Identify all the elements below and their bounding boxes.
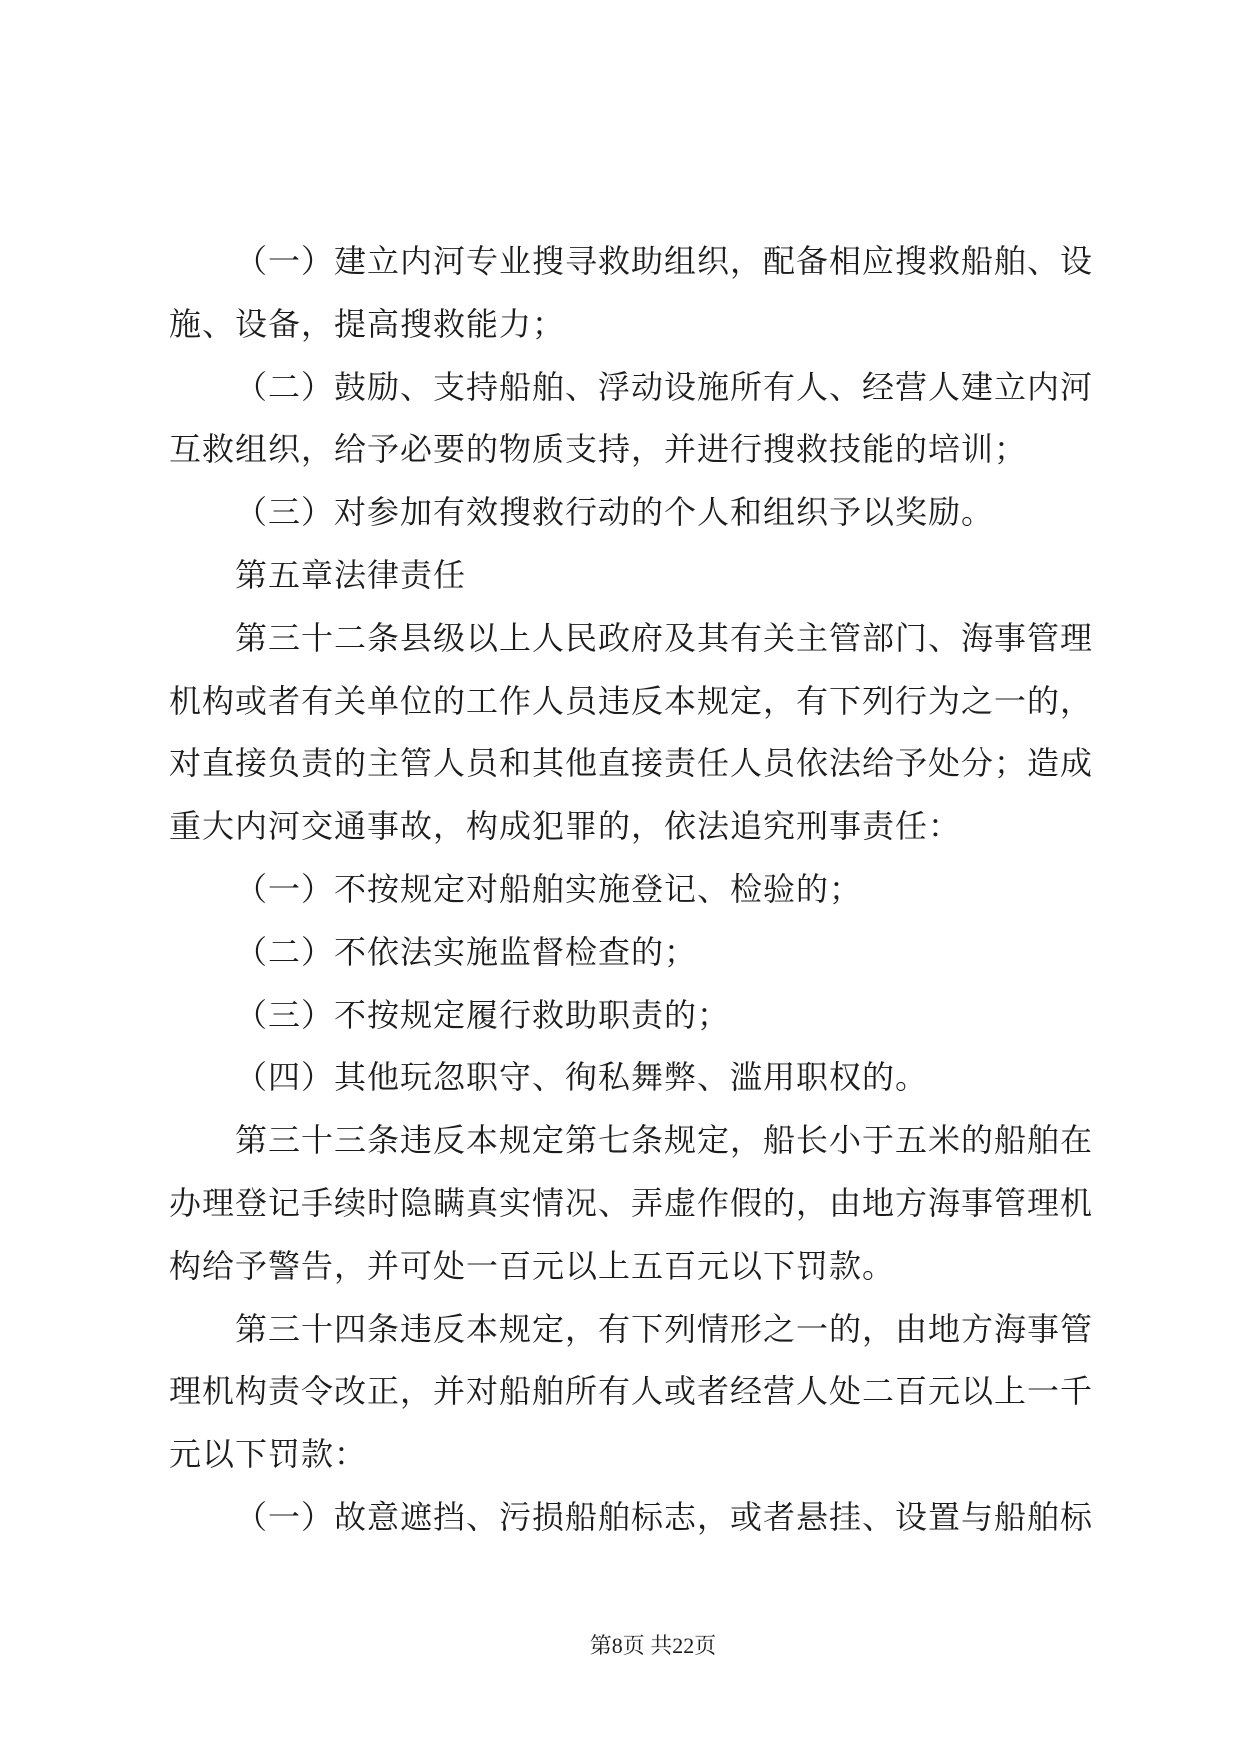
text-line: 理机构责令改正，并对船舶所有人或者经营人处二百元以上一千: [169, 1372, 1094, 1411]
text-line: （二）鼓励、支持船舶、浮动设施所有人、经营人建立内河: [235, 367, 1094, 406]
text-line: （三）不按规定履行救助职责的；: [235, 995, 731, 1034]
text-line: 互救组织，给予必要的物质支持，并进行搜救技能的培训；: [169, 430, 1028, 469]
text-line: （一）建立内河专业搜寻救助组织，配备相应搜救船舶、设: [235, 242, 1094, 280]
text-line: 第三十二条县级以上人民政府及其有关主管部门、海事管理: [235, 618, 1094, 657]
text-line: 第三十三条违反本规定第七条规定，船长小于五米的船舶在: [235, 1121, 1094, 1160]
document-body: [169, 230, 1109, 1549]
text-line: 第三十四条违反本规定，有下列情形之一的，由地方海事管: [235, 1309, 1094, 1348]
text-line: （一）不按规定对船舶实施登记、检验的；: [235, 869, 863, 908]
text-line: （二）不依法实施监督检查的；: [235, 932, 698, 971]
text-line: （三）对参加有效搜救行动的个人和组织予以奖励。: [235, 493, 995, 532]
text-line: 机构或者有关单位的工作人员违反本规定，有下列行为之一的，: [169, 681, 1094, 720]
text-line: 办理登记手续时隐瞒真实情况、弄虚作假的，由地方海事管理机: [169, 1183, 1094, 1222]
chapter-heading: 第五章法律责任: [235, 555, 467, 594]
text-line: 对直接负责的主管人员和其他直接责任人员依法给予处分；造成: [169, 744, 1094, 783]
text-line: 元以下罚款：: [169, 1435, 368, 1474]
text-line: （四）其他玩忽职守、徇私舞弊、滥用职权的。: [235, 1058, 929, 1097]
text-line: 重大内河交通事故，构成犯罪的，依法追究刑事责任：: [169, 807, 962, 846]
text-line: 构给予警告，并可处一百元以上五百元以下罚款。: [169, 1246, 896, 1285]
text-line: （一）故意遮挡、污损船舶标志，或者悬挂、设置与船舶标: [235, 1497, 1094, 1536]
text-line: 施、设备，提高搜救能力；: [169, 304, 566, 343]
page-footer: 第8页 共22页: [589, 1633, 717, 1658]
